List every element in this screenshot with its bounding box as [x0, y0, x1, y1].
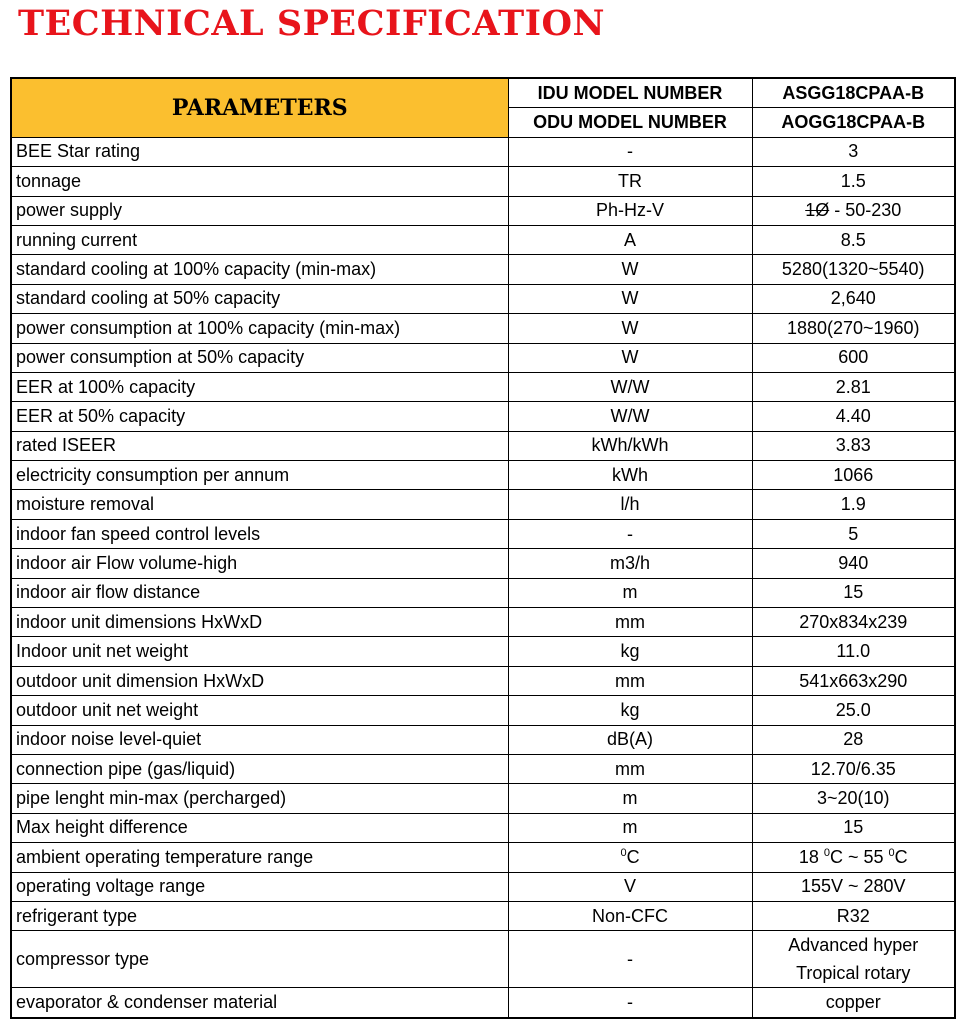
parameter-cell: standard cooling at 50% capacity [11, 284, 508, 313]
unit-text: C [626, 846, 640, 867]
header-row-idu [11, 78, 955, 108]
value-cell: 5 [752, 519, 955, 548]
table-row [11, 988, 955, 1018]
table-row [11, 490, 955, 519]
value-cell: 1.9 [752, 490, 955, 519]
value-cell: 25.0 [752, 696, 955, 725]
value-part: - 50-230 [829, 200, 902, 221]
parameters-header: PARAMETERS [11, 78, 508, 137]
odu-model-label: ODU MODEL NUMBER [508, 108, 752, 137]
value-cell: 12.70/6.35 [752, 754, 955, 783]
unit-cell: W [508, 255, 752, 284]
unit-cell: m [508, 813, 752, 842]
table-row [11, 754, 955, 783]
unit-cell: Non-CFC [508, 901, 752, 930]
unit-cell: mm [508, 608, 752, 637]
table-row [11, 784, 955, 813]
value-part: 18 [798, 846, 824, 867]
value-cell: 11.0 [752, 637, 955, 666]
parameter-cell: standard cooling at 100% capacity (min-max) [11, 255, 508, 284]
value-cell: 1880(270~1960) [752, 314, 955, 343]
table-row [11, 461, 955, 490]
parameter-cell: tonnage [11, 167, 508, 196]
parameter-cell: ambient operating temperature range [11, 843, 508, 872]
parameter-cell: indoor fan speed control levels [11, 519, 508, 548]
unit-cell: W [508, 284, 752, 313]
value-cell: 940 [752, 549, 955, 578]
unit-cell: m [508, 578, 752, 607]
table-row [11, 225, 955, 254]
value-cell: 3~20(10) [752, 784, 955, 813]
parameter-cell: indoor unit dimensions HxWxD [11, 608, 508, 637]
table-row [11, 372, 955, 401]
parameter-cell: indoor air flow distance [11, 578, 508, 607]
unit-cell: kg [508, 696, 752, 725]
degree-superscript: 0 [888, 846, 895, 859]
value-cell [752, 843, 955, 872]
table-row [11, 578, 955, 607]
unit-cell: m [508, 784, 752, 813]
idu-model-value: ASGG18CPAA-B [752, 78, 955, 108]
unit-cell: - [508, 137, 752, 166]
table-row [11, 137, 955, 166]
value-cell: 155V ~ 280V [752, 872, 955, 901]
value-cell: 15 [752, 578, 955, 607]
value-cell: 270x834x239 [752, 608, 955, 637]
parameter-cell: pipe lenght min-max (percharged) [11, 784, 508, 813]
table-row [11, 343, 955, 372]
value-cell [752, 196, 955, 225]
unit-cell: mm [508, 666, 752, 695]
value-line: Advanced hyper [788, 935, 919, 956]
table-row [11, 901, 955, 930]
parameter-cell: power consumption at 50% capacity [11, 343, 508, 372]
unit-cell: kg [508, 637, 752, 666]
parameter-cell: moisture removal [11, 490, 508, 519]
parameter-cell: running current [11, 225, 508, 254]
table-row [11, 725, 955, 754]
table-row [11, 431, 955, 460]
unit-cell: A [508, 225, 752, 254]
parameter-cell: electricity consumption per annum [11, 461, 508, 490]
value-cell: 4.40 [752, 402, 955, 431]
unit-cell: dB(A) [508, 725, 752, 754]
table-row [11, 196, 955, 225]
parameter-cell: refrigerant type [11, 901, 508, 930]
odu-model-value: AOGG18CPAA-B [752, 108, 955, 137]
unit-cell: Ph-Hz-V [508, 196, 752, 225]
value-cell: 600 [752, 343, 955, 372]
value-cell: 2.81 [752, 372, 955, 401]
page-title: TECHNICAL SPECIFICATION [18, 3, 606, 44]
value-cell: 3 [752, 137, 955, 166]
unit-cell: - [508, 519, 752, 548]
table-row [11, 402, 955, 431]
unit-cell: kWh/kWh [508, 431, 752, 460]
value-cell [752, 931, 955, 988]
table-row [11, 549, 955, 578]
unit-cell: W [508, 314, 752, 343]
unit-cell: W [508, 343, 752, 372]
unit-cell: V [508, 872, 752, 901]
unit-cell: l/h [508, 490, 752, 519]
parameter-cell: indoor air Flow volume-high [11, 549, 508, 578]
value-cell: 8.5 [752, 225, 955, 254]
table-row [11, 255, 955, 284]
table-row [11, 931, 955, 988]
parameter-cell: compressor type [11, 931, 508, 988]
parameter-cell: rated ISEER [11, 431, 508, 460]
parameter-cell: indoor noise level-quiet [11, 725, 508, 754]
value-cell: 28 [752, 725, 955, 754]
value-cell: 5280(1320~5540) [752, 255, 955, 284]
value-struck-part: 1Ø [805, 200, 830, 221]
unit-cell: - [508, 931, 752, 988]
table-row [11, 608, 955, 637]
parameter-cell: outdoor unit dimension HxWxD [11, 666, 508, 695]
table-row [11, 314, 955, 343]
table-row [11, 813, 955, 842]
table-row [11, 843, 955, 872]
value-cell: copper [752, 988, 955, 1018]
parameter-cell: evaporator & condenser material [11, 988, 508, 1018]
parameter-cell: power consumption at 100% capacity (min-max) [11, 314, 508, 343]
unit-cell: - [508, 988, 752, 1018]
table-row [11, 284, 955, 313]
parameter-cell: connection pipe (gas/liquid) [11, 754, 508, 783]
value-cell: 1066 [752, 461, 955, 490]
table-row [11, 519, 955, 548]
parameter-cell: Max height difference [11, 813, 508, 842]
table-row [11, 696, 955, 725]
unit-cell [508, 843, 752, 872]
table-row [11, 637, 955, 666]
value-line: Tropical rotary [796, 963, 911, 984]
table-row [11, 167, 955, 196]
unit-cell: TR [508, 167, 752, 196]
value-cell: 1.5 [752, 167, 955, 196]
parameter-cell: power supply [11, 196, 508, 225]
value-cell: R32 [752, 901, 955, 930]
table-row [11, 872, 955, 901]
degree-superscript: 0 [823, 846, 830, 859]
value-cell: 2,640 [752, 284, 955, 313]
unit-cell: W/W [508, 372, 752, 401]
value-cell: 15 [752, 813, 955, 842]
parameter-cell: EER at 50% capacity [11, 402, 508, 431]
parameter-cell: operating voltage range [11, 872, 508, 901]
value-cell: 541x663x290 [752, 666, 955, 695]
degree-superscript: 0 [620, 846, 627, 859]
parameter-cell: BEE Star rating [11, 137, 508, 166]
parameter-cell: outdoor unit net weight [11, 696, 508, 725]
table-row [11, 666, 955, 695]
value-part: C ~ 55 [829, 846, 889, 867]
parameter-cell: EER at 100% capacity [11, 372, 508, 401]
spec-table [10, 77, 956, 1019]
unit-cell: mm [508, 754, 752, 783]
value-part: C [894, 846, 908, 867]
unit-cell: m3/h [508, 549, 752, 578]
unit-cell: kWh [508, 461, 752, 490]
idu-model-label: IDU MODEL NUMBER [508, 78, 752, 108]
value-cell: 3.83 [752, 431, 955, 460]
parameter-cell: Indoor unit net weight [11, 637, 508, 666]
unit-cell: W/W [508, 402, 752, 431]
